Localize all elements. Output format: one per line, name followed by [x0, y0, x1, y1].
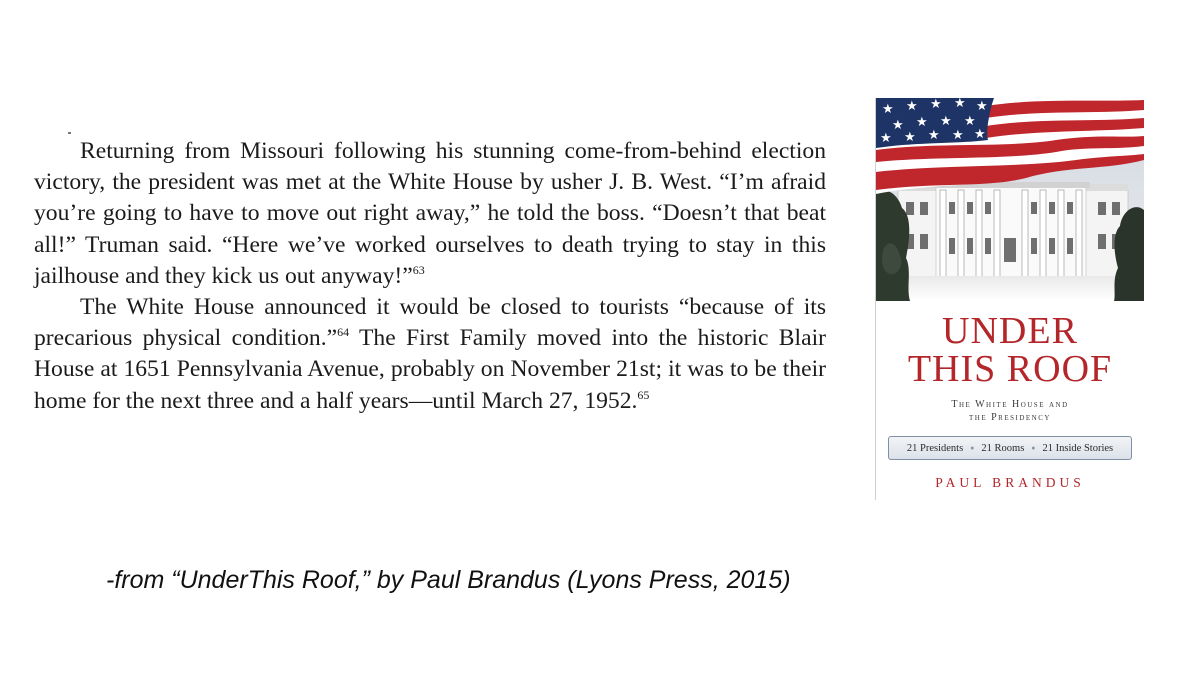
excerpt-paragraph-1-text: Returning from Missouri following his stunning come-from-behind election victory, the president was met at the White House by usher J. B. West. “I’m afraid you’re going to have to move out right away,” he told the boss. “Doesn’t that beat all!” Truman said. “Here we’ve worked ourselves to death trying to stay in this jailhouse and they kick us out anyway!”: [34, 138, 826, 289]
cover-title: [876, 312, 1144, 388]
svg-text:★: ★: [930, 98, 942, 112]
footnote-ref-65: 65: [637, 387, 650, 402]
svg-text:★: ★: [976, 99, 988, 114]
band-item-rooms: 21 Rooms: [981, 442, 1025, 454]
svg-text:★: ★: [882, 102, 894, 117]
svg-text:★: ★: [916, 115, 928, 130]
svg-text:★: ★: [904, 130, 916, 145]
svg-text:★: ★: [974, 127, 986, 142]
svg-text:★: ★: [928, 128, 940, 143]
svg-text:★: ★: [940, 114, 952, 129]
footnote-ref-63: 63: [412, 262, 425, 277]
cover-title-line-2: THIS ROOF: [907, 348, 1113, 390]
print-speck: [68, 132, 71, 134]
svg-text:★: ★: [906, 99, 918, 114]
band-item-stories: 21 Inside Stories: [1042, 442, 1114, 454]
footnote-ref-64: 64: [337, 325, 350, 340]
source-caption: -from “UnderThis Roof,” by Paul Brandus (Lyons Press, 2015): [106, 566, 791, 594]
svg-text:★: ★: [880, 131, 892, 146]
svg-text:★: ★: [952, 128, 964, 143]
band-bullet-icon: ●: [1031, 444, 1036, 452]
cover-title-line-1: UNDER: [942, 310, 1078, 352]
cover-illustration: [876, 98, 1144, 301]
excerpt-paragraph-2: [34, 292, 826, 417]
white-house-image: [876, 182, 1144, 301]
excerpt-paragraph-2-text-b: The First Family moved into the historic Blair House at 1651 Pennsylvania Avenue, probably on November 21st; it was to be their home for the next three and a half years—until March 27, 1952.: [34, 325, 826, 414]
svg-text:★: ★: [964, 114, 976, 129]
band-item-presidents: 21 Presidents: [906, 442, 964, 454]
excerpt-paragraph-2-text-a: The White House announced it would be closed to tourists “because of its precarious physical condition.”: [34, 294, 826, 352]
cover-subtitle-line-2: the Presidency: [969, 412, 1051, 423]
svg-text:★: ★: [954, 98, 966, 111]
cover-subtitle: [876, 398, 1144, 424]
excerpt-paragraph-1: [34, 136, 826, 292]
book-cover: [875, 98, 1144, 500]
cover-author: PAUL BRANDUS: [935, 475, 1085, 490]
book-excerpt: [34, 136, 826, 417]
svg-text:★: ★: [892, 118, 904, 133]
cover-subtitle-line-1: The White House and: [951, 399, 1069, 410]
band-bullet-icon: ●: [970, 444, 975, 452]
cover-band: [888, 436, 1132, 460]
